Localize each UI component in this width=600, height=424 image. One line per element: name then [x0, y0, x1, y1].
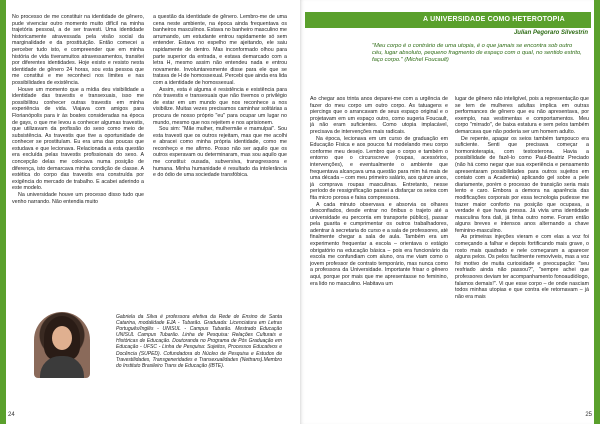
right-col-2	[455, 96, 589, 414]
left-col-2-paragraph: a questão da identidade de gênero. Lembro-me de uma cena neste ambiente, na época ainda frequentava os banheiros masculinos. Estava no banheiro masculino me arrumando, um estudante entrou rapidamente só sem entender. Estava no espelho me ajeitando, ele saiu rapidamente de dentro. Mas inconformado olhou para parte superior da entrada, e estava demarcado com a letra H, mesmo assim não entendeu nada e entrou novamente. Involuntaresmente disse para ele que se tratava de H de homossexual. Percebi que ainda era lida com a identidade de homossexual.	[153, 14, 287, 86]
left-col-1	[12, 14, 144, 306]
left-col-2-paragraph: Sou sim: "Mãe mulher, mulhermãe e mamulpai". Sou esta travesti que os outros rejeitam, mas que me acolhi e abracei como minha própria identidade, como me reconheço e me afirmo. Posso não ser aquilo que os outros esperavam ou determinaram, mas sou aquilo que me constitui: ousada, subversiva, transgressora e humana. Minha humanidade é resultado da intolerância e do ódio de uma sociedade transfóbica.	[153, 126, 287, 179]
article-title-banner: A UNIVERSIDADE COMO HETEROTOPIA TRANS	[305, 12, 591, 28]
page-number-left: 24	[8, 412, 15, 418]
left-col-2-paragraph: Assim, esta é alguma é resistência e existência para nós travestis e transexuais que não tivemos o privilégio de estar em um mundo que nos reconhece a nos visibilize. Muitas vezes precisamos caminhar solitárias a procura de nosso próprio "eu" para ocupar um lugar no mundo, mesmo que nos rejeitem e nos aprisionem.	[153, 86, 287, 126]
right-green-margin-bar	[594, 0, 600, 424]
right-col-2-paragraph: As primeiras injeções vieram e com elas a voz foi começando a falhar e depois fortificando mais grave, o rosto mais quadrado e nele começaram a aparecer alguns pelos. Os pelos facilmente removíveis, mas a voz foi motivo de muita curiosidade e preocupação: "seu resfriado ainda não passou?", "sempre achei que professores deviam ter acompanhamento fonoaudiólogo, falamos demais!". Vi que esse corpo – de onde nasciam todos minhas utopias e que contra ele retornavam – já não era mais	[455, 234, 589, 300]
left-col-1-paragraph: Na universidade houve um processo disso tudo que venho narrando. Não entendia muito	[12, 192, 144, 205]
right-col-2-paragraph: De repente, apagar os seios também tampouco era suficiente. Senti que precisava começar a hormonioterapia, com testosterona. Havia a possibilidade de fazê-lo como Paul-Beatriz Preciado (não há como negar que sua experiência e pensamento apresentaram possibilidades para outros sujeitos em contato com a Academia) aplicando gel sobre a pele diariamente, porém o processo de transição seria mais lento e caro. Embora a demora na aparência das modificações corporais por essa tecnologia pudesse me trazer maior conforto na posição que ocupava, a verdade é que havia pressa. Já vivia uma identidade masculina fora dali, já tinha outro nome. Foram então alguns breves e intensos anos alternando a chave feminino-masculino.	[455, 135, 589, 234]
author-bio-text: Gabriela da Silva é professora efetiva da Rede de Ensino de Santa Catarina, modalidade EJA - Tubarão. Graduada: Licenciatura em Letras Português/Inglês - UNISUL - Campus Tubarão. Mestrado Educação UNISUL Campus Tubarão. Linha de Pesquisa: Relações Culturais e Históricas de Educação. Doutoranda no Programa de Pós Graduação em Educação - UFSC - Linha de Pesquisa: Sujeitos, Processos Educativos e Docência (SUPED). Cofundadora do Núcleo de Pesquisa e Estudos de Travestilidades, Transgeneridades e Transexualidades (Nettrans).Membro do Instituto Brasileiro Trans de Educação (IBTE).	[116, 314, 282, 369]
page-number-right: 25	[585, 412, 592, 418]
right-col-1-paragraph: Ao chegar aos trinta anos deparei-me com a urgência de fazer do meu corpo um outro corpo. As tatuagens e piercings que o arrancavam de seus espaço original e o projetavam em um espaço outro, como sugeria Foucault, já não eram suficientes. Como utopia implacável, precisava de intervenções mais radicais.	[310, 96, 448, 135]
article-author: Julian Pegoraro Silvestrin	[513, 30, 588, 36]
photo-face-shape	[52, 326, 72, 350]
right-col-1-paragraph: Na época, lecionava em um curso de graduação em Educação Física e aos poucos fui modelando meu corpo conforme meu desejo. Lembro que o corpo e também o entorno que o circunscreve (roupas, acessórios, intervenções), e eventualmente o ambiente que frequentava alcançava uma questão para mim há mais de uma década – com meu primeiro salário, aos quinze anos, já comprava roupas masculinas. Entretanto, nesse período de ressignificação passei a disfarçar os seios com fita micro porosa e faixa compressora.	[310, 135, 448, 201]
right-col-1-paragraph: A cada minuto observava e absorvia os olhares desconfiados, desde entrar no ônibus o trajeto até a universidade eu percorria em transporte público), passar pela guarita e cumprimentar os outros trabalhadores, adentrar à secretaria do curso e a sala de professores, até finalmente chegar a sala de aula. Também era um experimento frequentar a escola – orientava o estágio obrigatório na educação básica – pois era funcionário da escola me confundiam com aluno, ora me viam como o jovem professor de contrato temporário, mas nunca como a professora da Universidade. Importante frisar o gênero aqui, porque por mais que me apresentasse no feminino, era lido no masculino. Habitava um	[310, 201, 448, 287]
left-col-2	[153, 14, 287, 306]
right-col-1	[310, 96, 448, 414]
author-bio	[34, 312, 282, 412]
author-photo	[34, 312, 90, 378]
right-col-2-paragraph: lugar de gênero não inteligível, pois a representação que se tem de mulheres adultas implica em outras performances de gênero que eu não apresentava, por exemplo, nas vestimentas e comportamentos. Meu corpo "mirrado", de baixa estatura e sem pelos também demarcava que não poderia ser um homem adulto.	[455, 96, 589, 135]
photo-body-shape	[40, 356, 84, 378]
left-col-1-paragraph: Houve um momento que a mídia deu visibilidade a identidade das travestis e transexuais, isso me possibilitou conhecer outras travestis em minha experiência de vida. Viajava com amigos para Florianópolis para ir às boates consideradas na época de gays, o que me levou a conhecer algumas travestis, que utilizavam da profissão do sexo como meio de subsistência. As travestis que tive a oportunidade de conhecer se prostituíam. Eu era uma das poucas que estudava e que lecionava. Relacionada a esta questão era excluída pelas travestis profissionais do sexo. A concepção delas me colocava numa posição de diferença, isto demarcava minha condição de classe. A estética do corpo das travestis era construída por exigência do mercado de trabalho. E acabei aderindo a este modelo.	[12, 86, 144, 192]
left-col-1-paragraph: No processo de me constituir na identidade de gênero, pude vivenciar outro momento muito difícil na minha trajetória pessoal, a de ser travesti. Uma identidade historicamente atravessada pela visão social da marginalidade e da prostituição. Então comecei a perceber tudo isto, e compreender que em minha história de vida tiveramuitos atravessamentos, transitei por diferentes identidades. Hoje existo e resisto nesta identidade de gênero 24 horas, sou esta pessoa que me constitui e me reconheci nos limites e nas possibilidades de existência.	[12, 14, 144, 86]
epigraph-quote: "Meu corpo é o contrário de uma utopia, é o que jamais se encontra sob outro céu, lugar absoluto, pequeno fragmento de espaço com o qual, no sentido estrito, faço corpo." (Michel Foucault)	[372, 43, 582, 63]
left-green-margin-bar	[0, 0, 6, 424]
